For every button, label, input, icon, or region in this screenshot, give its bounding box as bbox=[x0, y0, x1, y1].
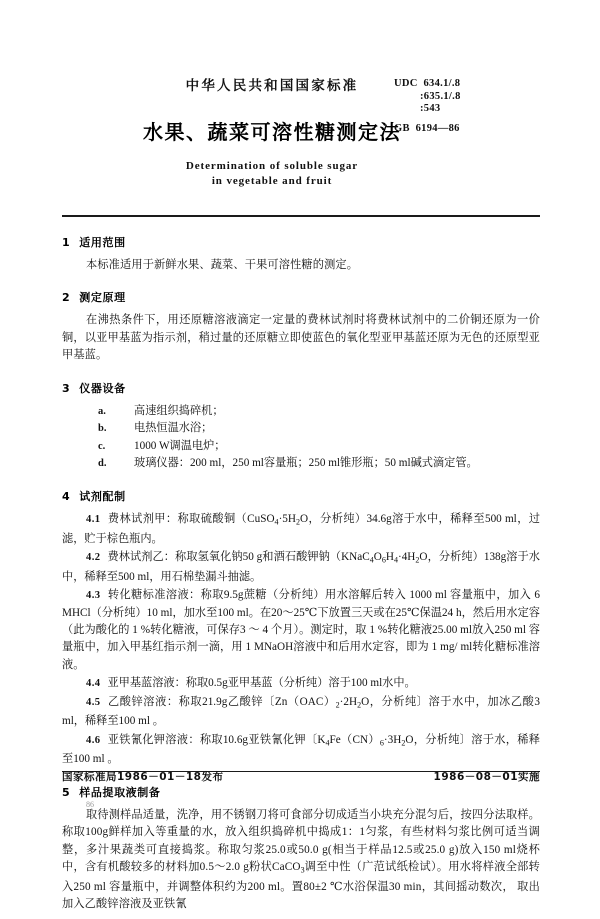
section-5-body bbox=[62, 807, 540, 914]
formula-subscript: 2 bbox=[357, 699, 362, 709]
section-number-2: 2 bbox=[62, 291, 71, 305]
udc-line-3: :543 bbox=[420, 103, 441, 114]
section-heading-5 bbox=[62, 784, 540, 800]
section-number-3: 3 bbox=[62, 381, 71, 395]
section-2-body: 在沸热条件下，用还原糖溶液滴定一定量的费林试剂时将费林试剂中的二价铜还原为一价铜，以亚甲基蓝为指示剂，稍过量的还原糖立即使蓝色的氧化型亚甲基蓝还原为无色的还原型亚甲基蓝。 bbox=[62, 314, 540, 362]
section-heading-3 bbox=[62, 380, 540, 396]
document-title: 水果、蔬菜可溶性糖测定法 bbox=[143, 120, 401, 144]
clause-text-c: ·3H bbox=[383, 733, 402, 746]
section-title-4: 试剂配制 bbox=[79, 490, 126, 503]
section-heading-1 bbox=[62, 234, 540, 250]
section-title-3: 仪器设备 bbox=[79, 381, 126, 395]
clause-number: 4.2 bbox=[86, 552, 101, 564]
list-item-text: 1000 W调温电炉； bbox=[134, 439, 226, 452]
clause-text-b: ·2H bbox=[339, 695, 358, 708]
clause-text-c: H bbox=[385, 551, 394, 564]
document-body bbox=[62, 234, 540, 913]
clause-number: 4.4 bbox=[86, 678, 101, 690]
header-divider bbox=[62, 215, 540, 217]
section-number-4: 4 bbox=[62, 490, 71, 503]
clause-text: 转化糖标准溶液：称取9.5g蔗糖（分析纯）用水溶解后转入 1000 ml 容量瓶中，加入 6 MHCl（分析纯）10 ml，加水至100 ml。在20～25℃下放置三天或在25℃保温24 h，然后用水定容（此为酸化的 1 %转化糖液，可保存3 ～ 4 个月）。测定时，取 1 %转化糖液25.00 ml放入250 ml 容量瓶中，加入甲基红指示剂一滴，用 1 MNaOH溶液中和后用水定容，即为 1 mg/ ml转化糖标准溶液。 bbox=[62, 589, 540, 671]
document-header bbox=[62, 0, 540, 217]
list-item bbox=[62, 455, 540, 473]
clause-text-c: O，分析纯〕溶于水中，加冰乙酸3 ml，稀释至100 ml 。 bbox=[62, 695, 540, 728]
effective-date: 1986－08－01实施 bbox=[433, 771, 540, 783]
section-title-2: 测定原理 bbox=[79, 291, 126, 305]
clause-text-a: 乙酸锌溶液：称取21.9g乙酸锌〔Zn（OAC） bbox=[107, 695, 336, 708]
list-item-label: b. bbox=[98, 423, 107, 435]
clause-text-a: 费林试剂甲：称取硫酸铜（CuSO bbox=[107, 513, 275, 525]
clause-text-b: ·5H bbox=[278, 513, 296, 525]
udc-classification-block bbox=[390, 78, 540, 135]
clause-text-e: O，分析纯）138g溶于水中，稀释至500 ml，用石棉垫漏斗抽滤。 bbox=[62, 551, 540, 583]
issuing-organization: 中华人民共和国国家标准 bbox=[185, 78, 359, 94]
clause-text: 亚甲基蓝溶液：称取0.5g亚甲基蓝（分析纯）溶于100 ml水中。 bbox=[107, 677, 416, 690]
formula-subscript: 2 bbox=[401, 737, 406, 747]
clause-4-5 bbox=[62, 694, 540, 731]
udc-line-2: :635.1/.8 bbox=[420, 90, 461, 102]
subtitle-line-2: in vegetable and fruit bbox=[211, 175, 333, 187]
document-subtitle-english bbox=[4, 159, 540, 189]
list-item-text: 高速组织捣碎机； bbox=[134, 404, 224, 417]
clause-text-b: O bbox=[373, 551, 382, 564]
section-title-1: 适用范围 bbox=[79, 236, 126, 249]
section-5-text-b: 调至中性（广范试纸检试）。用水将样液全部转入250 ml 容量瓶中，并调整体积约为200 ml。置80±2 ℃水浴保温30 min，其间摇动数次， 取出加入乙酸锌溶液及亚铁氰 bbox=[62, 860, 540, 910]
clause-text-c: O，分析纯）34.6g溶于水中，稀释至500 ml，过滤，贮于棕色瓶内。 bbox=[62, 513, 541, 545]
list-item-text: 玻璃仪器：200 ml，250 ml容量瓶；250 ml锥形瓶；50 ml碱式滴定管。 bbox=[134, 457, 478, 470]
section-number-5: 5 bbox=[62, 785, 71, 799]
clause-text-b: Fe（CN） bbox=[329, 733, 380, 746]
formula-subscript: 3 bbox=[300, 865, 305, 875]
clause-text-d: O，分析纯〕溶于水，稀释至100 ml 。 bbox=[62, 733, 540, 766]
document-footer bbox=[62, 769, 540, 784]
formula-subscript: 4 bbox=[274, 517, 279, 527]
formula-subscript: 4 bbox=[393, 555, 398, 565]
formula-subscript: 2 bbox=[335, 699, 340, 709]
page-number: 86 bbox=[86, 800, 94, 809]
section-5-text-a: 取待测样品适量，洗净，用不锈钢刀将可食部分切成适当小块充分混匀后，按四分法取样。称取100g鲜样加入等重量的水，放入组织捣碎机中捣成1：1匀浆，有些材料匀浆比例可适当调整，多汁果蔬类可直接捣浆。称取匀浆25.0或50.0 g(相当于样品12.5或25.0 g)放入150 ml烧杯中，含有机酸较多的材料加0.5～2.0 g粉状CaCO bbox=[62, 808, 540, 873]
clause-text-d: ·4H bbox=[397, 551, 416, 564]
list-item-text: 电热恒温水浴； bbox=[134, 422, 213, 435]
clause-4-6 bbox=[62, 732, 540, 769]
section-number-1: 1 bbox=[62, 236, 71, 249]
clause-text-a: 亚铁氰化钾溶液：称取10.6g亚铁氰化钾〔K bbox=[107, 733, 326, 746]
list-item-label: c. bbox=[98, 440, 106, 452]
section-heading-4 bbox=[62, 488, 540, 504]
list-item-label: a. bbox=[98, 405, 106, 417]
clause-number: 4.5 bbox=[86, 696, 101, 708]
list-item bbox=[62, 438, 540, 456]
formula-subscript: 6 bbox=[381, 555, 386, 565]
clause-number: 4.1 bbox=[86, 514, 101, 525]
udc-line-1: UDC 634.1/.8 bbox=[394, 78, 461, 89]
clause-4-4 bbox=[62, 675, 540, 692]
clause-text-a: 费林试剂乙：称取氢氧化钠50 g和酒石酸钾钠（KNaC bbox=[107, 551, 370, 564]
issue-date: 国家标准局1986－01－18发布 bbox=[62, 771, 224, 783]
formula-subscript: 6 bbox=[379, 737, 384, 747]
clause-4-1 bbox=[62, 511, 540, 548]
section-1-body: 本标准适用于新鲜水果、蔬菜、干果可溶性糖的测定。 bbox=[86, 259, 359, 271]
subtitle-line-1: Determination of soluble sugar bbox=[185, 160, 359, 172]
clause-4-2 bbox=[62, 549, 540, 586]
standard-number: GB 6194—86 bbox=[394, 122, 460, 134]
formula-subscript: 2 bbox=[295, 517, 300, 527]
list-item bbox=[62, 420, 540, 438]
list-item bbox=[62, 403, 540, 421]
section-heading-2 bbox=[62, 289, 540, 305]
formula-subscript: 2 bbox=[415, 555, 420, 565]
clause-number: 4.6 bbox=[86, 734, 101, 746]
list-item-label: d. bbox=[98, 458, 107, 470]
equipment-list bbox=[62, 403, 540, 473]
clause-4-3 bbox=[62, 587, 540, 674]
formula-subscript: 4 bbox=[369, 555, 374, 565]
clause-number: 4.3 bbox=[86, 590, 101, 602]
formula-subscript: 4 bbox=[325, 737, 330, 747]
section-title-5: 样品提取液制备 bbox=[79, 785, 161, 799]
